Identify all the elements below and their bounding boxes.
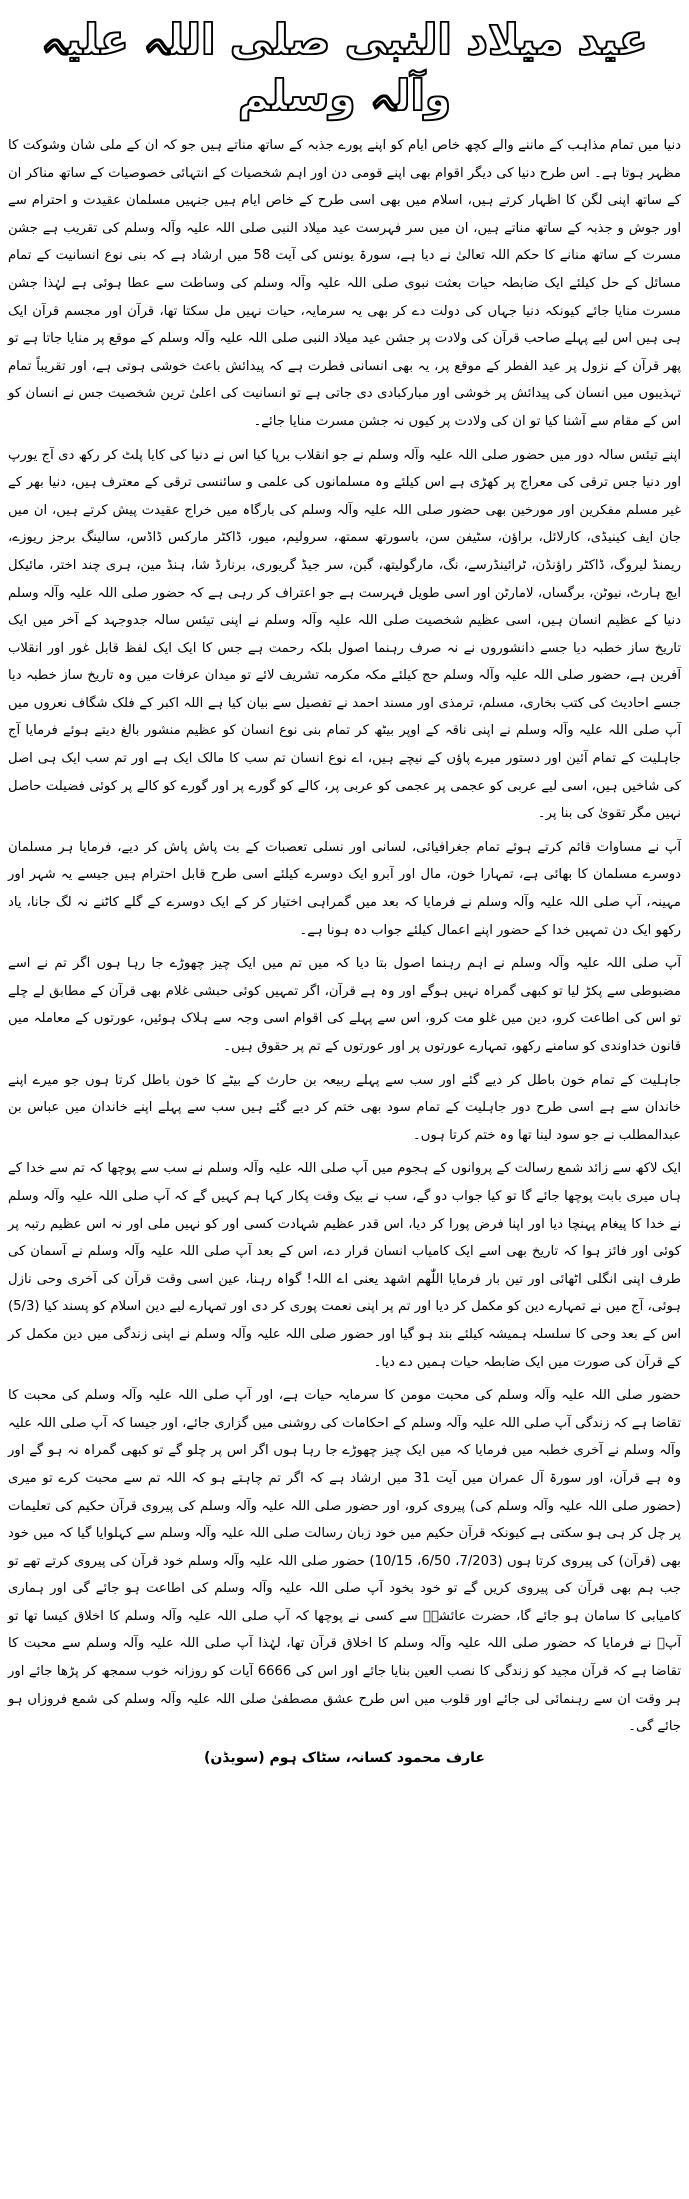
article-body xyxy=(8,132,681,1741)
author-byline: عارف محمود کسانہ، سٹاک ہوم (سویڈن) xyxy=(204,1749,485,1766)
article-paragraph: جاہلیت کے تمام خون باطل کر دیے گئے اور سب سے پہلے ربیعہ بن حارث کے بیٹے کا خون باطل کرتا ہوں جو میرے اپنے خاندان سے ہے اسی طرح دور جاہلیت کے تمام سود بھی ختم کر دیے گئے ہیں سب سے پہلے اپنے خاندان میں عباس بن عبدالمطلب نے جو سود لینا تھا وہ ختم کرتا ہوں۔ xyxy=(8,1072,681,1143)
article-paragraph: حضور صلی اللہ علیہ وآلہ وسلم کی محبت مومن کا سرمایہ حیات ہے، اور آپ صلی اللہ علیہ وآلہ وسلم کی محبت کا تقاضا ہے کہ زندگی آپ صلی اللہ علیہ وآلہ وسلم کے احکامات کی روشنی میں گزاری جائے، اور جیسا کہ آپ صلی اللہ علیہ وآلہ وسلم نے آخری خطبہ میں فرمایا کہ میں ایک چیز چھوڑے جا رہا ہوں اگر اس پر چلو گے تو کبھی گمراہ نہ ہو گے اور وہ ہے قرآن، اور سورۃ آل عمران میں آیت 31 میں ارشاد ہے کہ اگر تم چاہتے ہو کہ اللہ تم سے محبت کرے تو میری (حضور صلی اللہ علیہ وآلہ وسلم کی) پیروی کرو، اور حضور صلی اللہ علیہ وآلہ وسلم کی پیروی قرآن حکیم کی تعلیمات پر چل کر ہی ہو سکتی ہے کیونکہ قرآن حکیم میں خود زبان رسالت صلی اللہ علیہ وآلہ وسلم سے کہلوایا گیا کہ میں خود بھی (قرآن) کی پیروی کرتا ہوں (7/203، 6/50، 10/15) حضور صلی اللہ علیہ وآلہ وسلم خود قرآن کی پیروی کرتے تھے تو جب ہم بھی قرآن کی پیروی کریں گے تو خود بخود آپ صلی اللہ علیہ وآلہ وسلم کی اطاعت ہو جائے گی اور ہماری کامیابی کا سامان ہو جائے گا، حضرت عائشہؓ سے کسی نے پوچھا کہ آپ صلی اللہ علیہ وآلہ وسلم کا اخلاق کیسا تھا تو آپؓ نے فرمایا کہ حضور صلی اللہ علیہ وآلہ وسلم کا اخلاق قرآن تھا، لہٰذا آپ صلی اللہ علیہ وآلہ وسلم سے محبت کا تقاضا ہے کہ قرآن مجید کو زندگی کا نصب العین بنایا جائے اور اس کی 6666 آیات کو روزانہ خوب سمجھ کر پڑھا جائے اور ہر وقت ان سے رہنمائی لی جائے اور قلوب میں اس طرح عشق مصطفیٰ صلی اللہ علیہ وآلہ وسلم کی شمع فروزاں ہو جائے گی۔ xyxy=(8,1388,682,1735)
article-paragraph: آپ نے مساوات قائم کرتے ہوئے تمام جغرافیائی، لسانی اور نسلی تعصبات کے بت پاش پاش کر دیے، فرمایا ہر مسلمان دوسرے مسلمان کا بھائی ہے، تمہارا خون، مال اور آبرو ایک دوسرے کیلئے اسی طرح قابل احترام ہیں جیسے یہ شہر اور مہینہ، آپ صلی اللہ علیہ وآلہ وسلم نے فرمایا کہ بعد میں گمراہی اختیار کر کے ایک دوسرے کے گلے کاٹنے نہ لگ جانا، یاد رکھو ایک دن تمہیں خدا کے حضور اپنے اعمال کیلئے جواب دہ ہونا ہے۔ xyxy=(8,839,681,938)
article-title: عید میلاد النبی صلی اللہ علیہ وآلہ وسلم xyxy=(41,15,648,120)
article-paragraph: اپنے تیئس سالہ دور میں حضور صلی اللہ علیہ وآلہ وسلم نے جو انقلاب برپا کیا اس نے دنیا کی کایا پلٹ کر رکھ دی آج یورپ اور دنیا جس ترقی کی معراج پر کھڑی ہے اس کیلئے وہ مسلمانوں کی علمی و سائنسی ترقی کے معترف ہیں، دنیا بھر کے غیر مسلم مفکرین اور مورخین بھی حضور صلی اللہ علیہ وآلہ وسلم کی بارگاہ میں خراج عقیدت پیش کرتے ہیں، ان میں جان ایف کینیڈی، کارلائل، براؤن، سٹیفن سن، باسورتھ سمتھ، سرولیم، میور، ڈاکٹر مارکس ڈاڈس، سالینگ برجز ریوزے، ریمنڈ لیروگ، ڈاکٹر راؤنڈن، ٹرائینڈرسے، نگ، مارگولیتھ، گبن، سر جیڈ گریوری، برنارڈ شا، ہنڈ مین، ہری چند اختر، مائیکل ایچ ہارٹ، نیوٹن، برگساں، لامارٹن اور اسی طویل فہرست ہے جو اعتراف کر رہی ہے کہ حضور صلی اللہ علیہ وآلہ وسلم دنیا کے عظیم انسان ہیں، اسی عظیم شخصیت صلی اللہ علیہ وآلہ وسلم نے اپنی تیئس سالہ جدوجہد کے آخر میں ایک تاریخ ساز خطبہ دیا جسے دانشوروں نے نہ صرف رہنما اصول بلکہ رحمت ہے جس کا ایک ایک لفظ قابل غور اور انقلاب آفرین ہے، حضور صلی اللہ علیہ وآلہ وسلم حج کیلئے مکہ مکرمہ تشریف لائے تو میدان عرفات میں وہ تاریخ ساز خطبہ دیا جسے احادیث کی کتب بخاری، مسلم، ترمذی اور مسند احمد نے تفصیل سے بیان کیا ہے اللہ اکبر کے فلک شگاف نعروں میں آپ صلی اللہ علیہ وآلہ وسلم نے اپنی ناقہ کے اوپر بیٹھ کر تمام بنی نوع انسان کو عظیم منشور بالغ دیتے ہوئے فرمایا آج جاہلیت کے تمام آئین اور دستور میرے پاؤں کے نیچے ہیں، اے نوع انسان تم سب کا مالک ایک ہے اور تم سب ایک ہی اصل کی شاخیں ہیں، اسی لیے عربی کو عجمی پر عجمی کو عربی پر، کالے کو گورے پر اور گورے کو کالے پر کوئی فضیلت حاصل نہیں مگر تقویٰ کی بنا پر۔ xyxy=(8,447,681,822)
article-paragraph: دنیا میں تمام مذاہب کے ماننے والے کچھ خاص ایام کو اپنے پورے جذبہ کے ساتھ مناتے ہیں جو کہ ان کے ملی شان وشوکت کا مظہر ہوتا ہے۔ اس طرح دنیا کی دیگر اقوام بھی اپنے قومی دن اور اہم شخصیات کے انتہائی خصوصیات کے ساتھ مناکر ان کے ساتھ اپنی لگن کا اظہار کرتے ہیں، اسلام میں بھی اسی طرح کے خاص ایام ہیں جنہیں مسلمان عقیدت و احترام سے اور جوش و جذبہ کے ساتھ مناتے ہیں، ان میں سر فہرست عید میلاد النبی صلی اللہ علیہ وآلہ وسلم کی تقریب ہے جشن مسرت کے ساتھ منانے کا حکم اللہ تعالیٰ نے دیا ہے، سورۃ یونس کی آیت 58 میں ارشاد ہے کہ بنی نوع انسانیت کے تمام مسائل کے حل کیلئے ایک ضابطہ حیات بعثت نبوی صلی اللہ علیہ وآلہ وسلم کی وساطت سے عطا ہوئی ہے لہٰذا جشن مسرت منایا جائے کیونکہ دنیا جہاں کی دولت دے کر بھی یہ سرمایہ، حیات نہیں مل سکتا تھا، قرآن اور مجسم قرآن ایک ہی ہیں اس لیے پہلے صاحب قرآن کی ولادت پر جشن عید میلاد النبی صلی اللہ علیہ وآلہ وسلم کے موقع پر منایا جاتا ہے تو پھر قرآن کے نزول پر عید الفطر کے موقع پر، یہ بھی انسانی فطرت ہے کہ پیدائش باعث خوشی ہوتی ہے، اور تقریباً تمام تہذیبوں میں انسان کی پیدائش پر خوشی اور مبارکبادی دی جاتی ہے تو انسانیت کی اعلیٰ ترین شخصیت جس نے انسان کو اس کے مقام سے آشنا کیا تو ان کی ولادت پر کیوں نہ جشن مسرت منایا جائے۔ xyxy=(8,138,682,429)
article-paragraph: ایک لاکھ سے زائد شمع رسالت کے پروانوں کے ہجوم میں آپ صلی اللہ علیہ وآلہ وسلم نے سب سے پوچھا کہ تم سے خدا کے ہاں میری بابت پوچھا جائے گا تو کیا جواب دو گے، سب نے بیک وقت پکار کہا ہم کہیں گے کہ آپ صلی اللہ علیہ وآلہ وسلم نے خدا کا پیغام پہنچا دیا اور اپنا فرض پورا کر دیا، اس قدر عظیم شہادت کسی اور کو نہیں ملی اور نہ اس عظیم رتبہ پر کوئی اور فائز ہوا کہ تاریخ بھی اسے ایک کامیاب انسان قرار دے، اس کے بعد آپ صلی اللہ علیہ وآلہ وسلم نے آسمان کی طرف اپنی انگلی اٹھائی اور تین بار فرمایا اللّٰھم اشھد یعنی اے اللہ! گواہ رہنا، عین اسی وقت قرآن کی آخری وحی نازل ہوئی، آج میں نے تمہارے دین کو مکمل کر دیا اور تم پر اپنی نعمت پوری کر دی اور تمہارے لیے دین اسلام کو پسند کیا (5/3) اس کے بعد وحی کا سلسلہ ہمیشہ کیلئے بند ہو گیا اور حضور صلی اللہ علیہ وآلہ وسلم نے اپنی زندگی میں دین مکمل کر کے قرآن کی صورت میں ایک ضابطہ حیات ہمیں دے دیا۔ xyxy=(8,1161,681,1370)
article-paragraph: آپ صلی اللہ علیہ وآلہ وسلم نے اہم رہنما اصول بتا دیا کہ میں تم میں ایک چیز چھوڑے جا رہا ہوں اگر تم نے اسے مضبوطی سے پکڑ لیا تو کبھی گمراہ نہیں ہوگے اور وہ ہے قرآن، اگر تمہیں کوئی حبشی غلام بھی قرآن کے مطابق لے چلے تو اس کی اطاعت کرو، دین میں غلو مت کرو، اس سے پہلے کی اقوام اسی وجہ سے ہلاک ہوئیں، عورتوں کے معاملہ میں قانون خداوندی کو سامنے رکھو، تمہارے عورتوں پر اور عورتوں کے تم پر حقوق ہیں۔ xyxy=(8,956,681,1054)
